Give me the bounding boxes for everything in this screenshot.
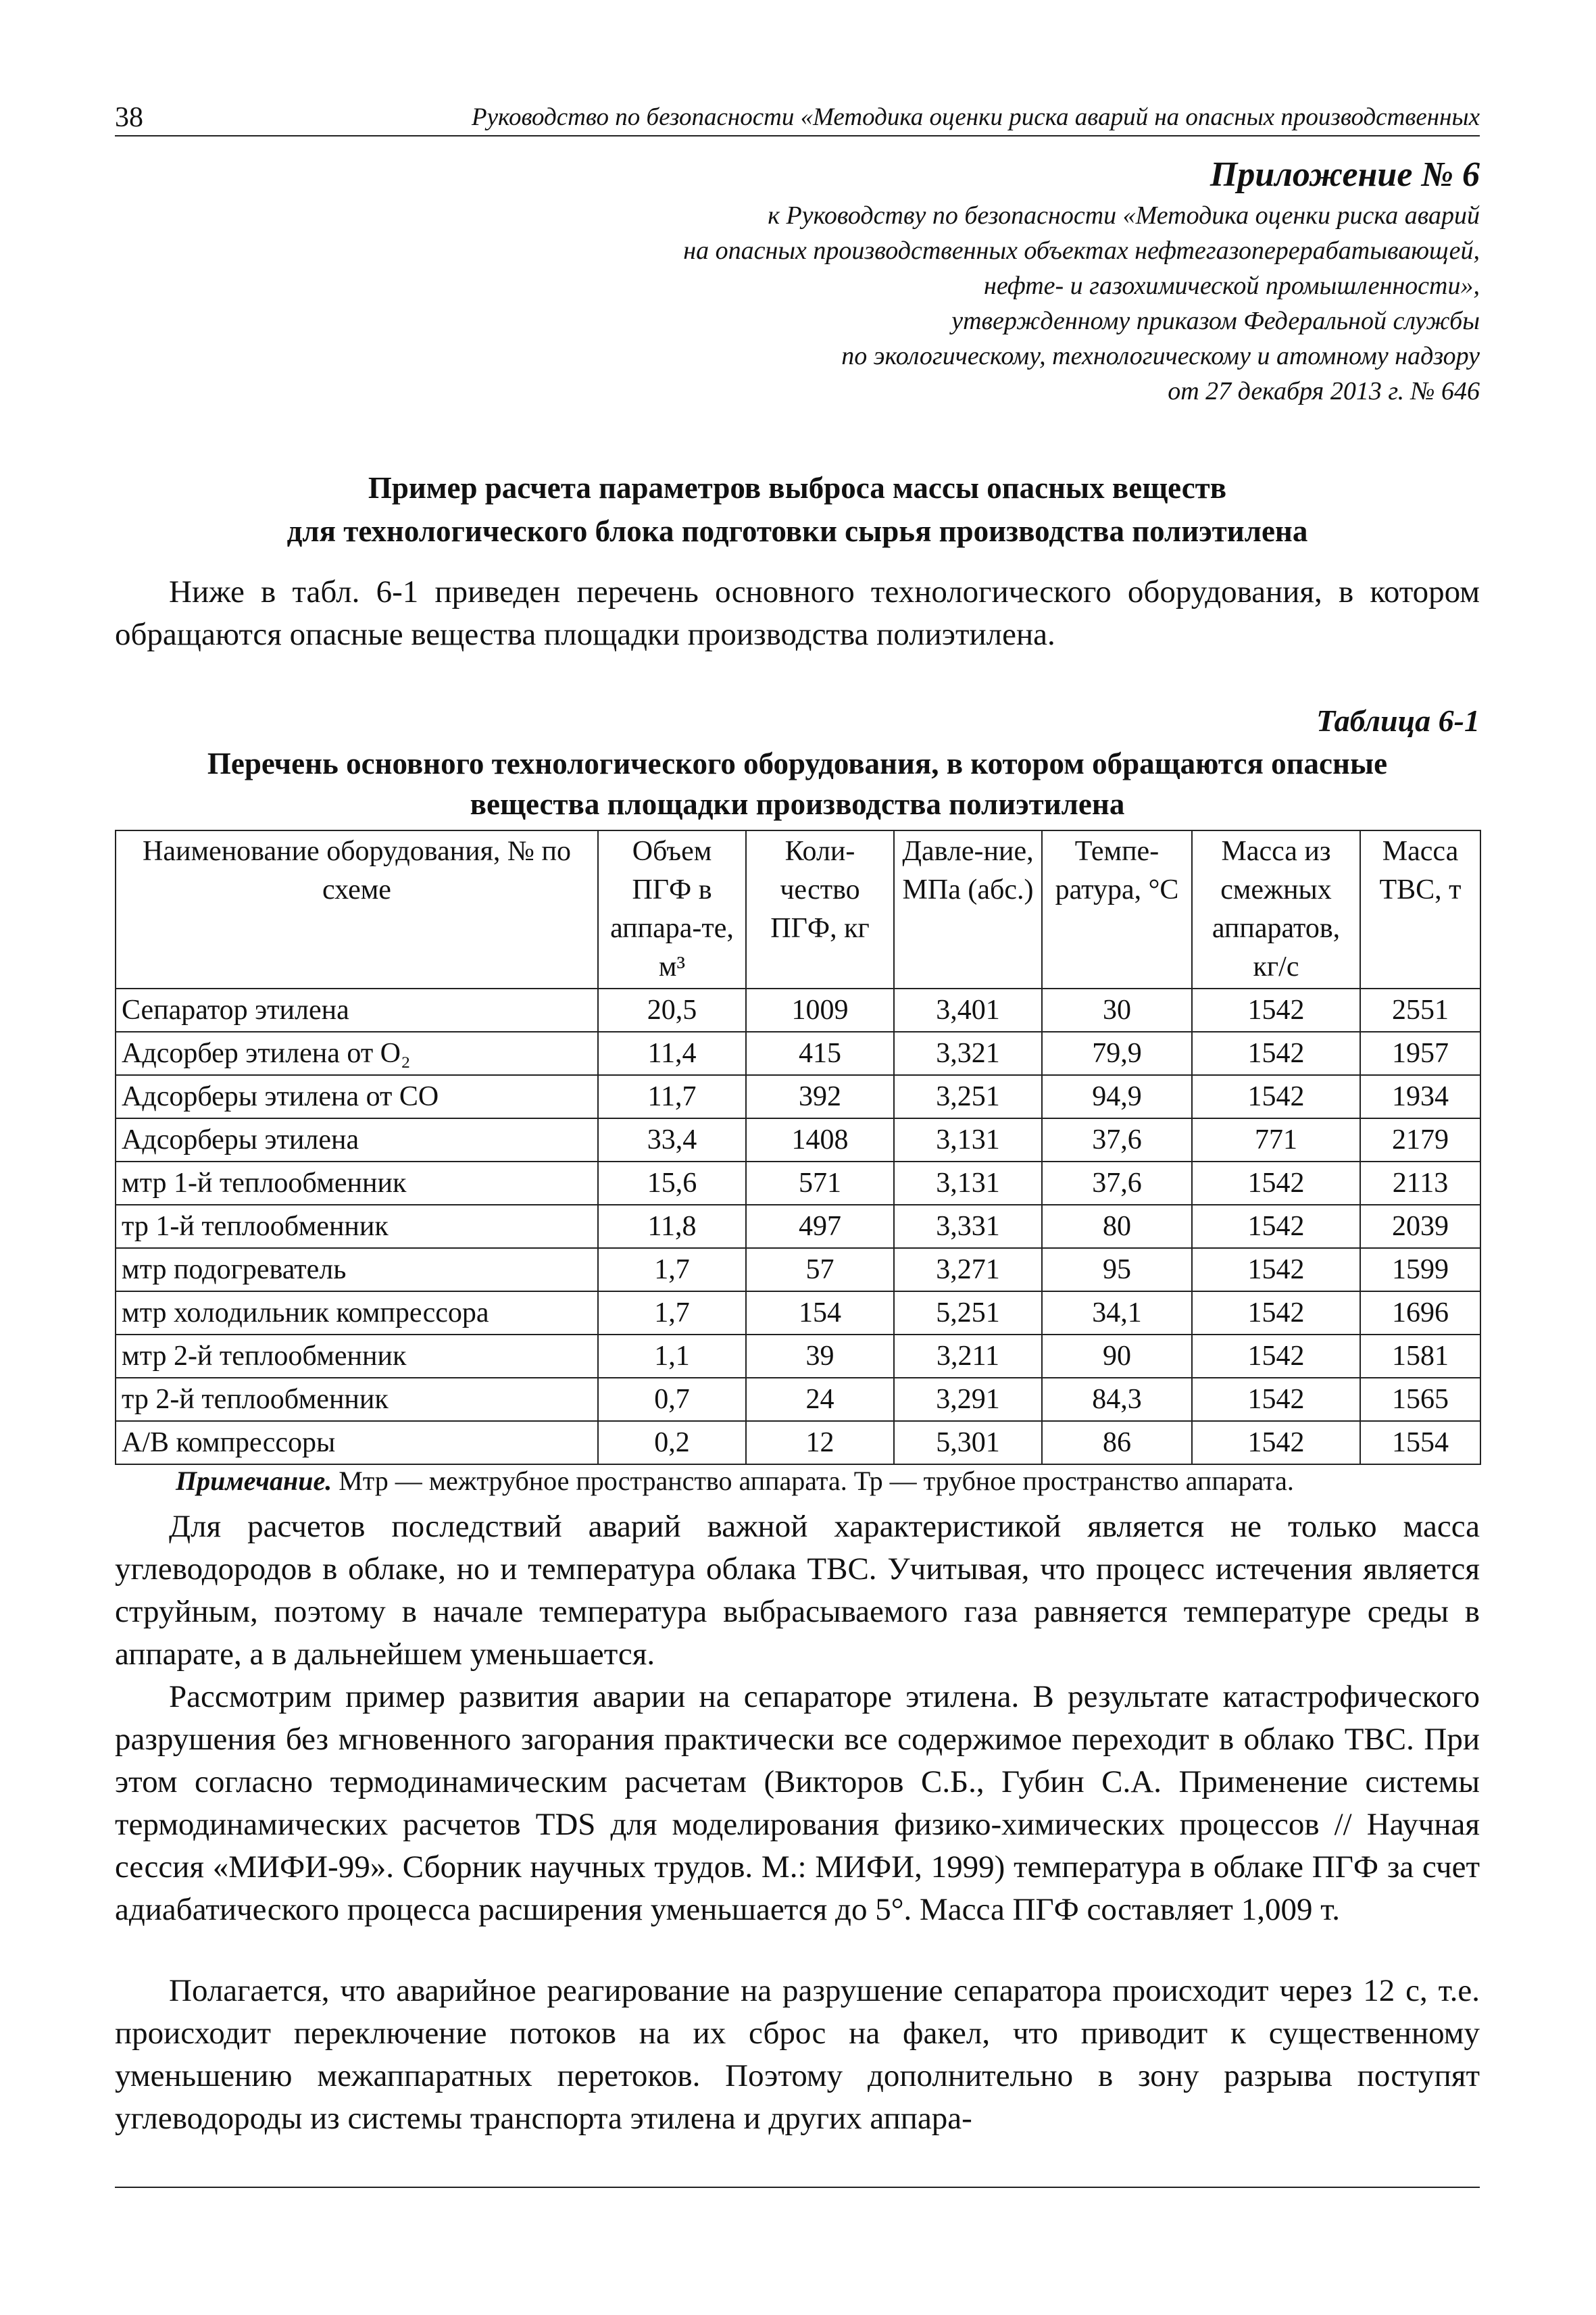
equipment-name-cell: тр 1-й теплообменник xyxy=(116,1205,598,1248)
table-cell: 1542 xyxy=(1192,1291,1360,1335)
equipment-name-cell: мтр подогреватель xyxy=(116,1248,598,1291)
table-cell: 1542 xyxy=(1192,1248,1360,1291)
table-cell: 0,2 xyxy=(598,1421,746,1464)
table-cell: 12 xyxy=(746,1421,894,1464)
table-cell: 1542 xyxy=(1192,1162,1360,1205)
appendix-line: от 27 декабря 2013 г. № 646 xyxy=(1168,377,1480,405)
table-cell: 1554 xyxy=(1360,1421,1480,1464)
table-cell: 771 xyxy=(1192,1118,1360,1162)
column-header: Объем ПГФ в аппара-те, м³ xyxy=(598,830,746,989)
table-cell: 90 xyxy=(1042,1335,1192,1378)
appendix-title: Приложение № 6 xyxy=(1210,155,1480,194)
table-cell: 154 xyxy=(746,1291,894,1335)
note-label: Примечание. xyxy=(176,1466,332,1496)
table-row xyxy=(116,1248,1480,1291)
table-cell: 1542 xyxy=(1192,1421,1360,1464)
table-cell: 11,7 xyxy=(598,1075,746,1118)
table-row xyxy=(116,1421,1480,1464)
table-cell: 1957 xyxy=(1360,1032,1480,1075)
equipment-name-cell: тр 2-й теплообменник xyxy=(116,1378,598,1421)
appendix-line: утвержденному приказом Федеральной службы xyxy=(951,307,1480,335)
table-row xyxy=(116,1205,1480,1248)
page-number: 38 xyxy=(115,102,143,133)
table-cell: 37,6 xyxy=(1042,1162,1192,1205)
table-cell: 95 xyxy=(1042,1248,1192,1291)
table-row xyxy=(116,1118,1480,1162)
running-head: Руководство по безопасности «Методика оценки риска аварий на опасных производственных xyxy=(472,103,1480,131)
appendix-line: по экологическому, технологическому и атомному надзору xyxy=(841,342,1480,370)
note-text: Мтр — межтрубное пространство аппарата. Тр — трубное пространство аппарата. xyxy=(332,1466,1294,1496)
table-cell: 1408 xyxy=(746,1118,894,1162)
table-cell: 1542 xyxy=(1192,989,1360,1032)
table-row xyxy=(116,1075,1480,1118)
table-cell: 2551 xyxy=(1360,989,1480,1032)
table-cell: 37,6 xyxy=(1042,1118,1192,1162)
intro-paragraph: Ниже в табл. 6-1 приведен перечень основного технологического оборудования, в котором обращаются опасные вещества площадки производства полиэтилена. xyxy=(115,574,1480,652)
table-cell: 1542 xyxy=(1192,1205,1360,1248)
equipment-name-cell: Адсорбер этилена от O₂ xyxy=(116,1032,598,1075)
table-cell: 1542 xyxy=(1192,1032,1360,1075)
table-cell: 15,6 xyxy=(598,1162,746,1205)
section-title xyxy=(115,466,1480,553)
table-cell: 3,271 xyxy=(894,1248,1042,1291)
table-label: Таблица 6-1 xyxy=(1316,703,1480,738)
column-header: Давле-ние, МПа (абс.) xyxy=(894,830,1042,989)
table-row xyxy=(116,1378,1480,1421)
table-cell: 0,7 xyxy=(598,1378,746,1421)
body-paragraph: Рассмотрим пример развития аварии на сепараторе этилена. В результате катастрофического разрушения без мгновенного загорания практически все содержимое переходит в облако ТВС. При этом согласно термодинамическим расчетам (Викторов С.Б., Губин С.А. Применение системы термодинамических расчетов TDS для моделирования физико-химических процессов // Научная сессия «МИФИ-99». Сборник научных трудов. М.: МИФИ, 1999) температура в облаке ПГФ за счет адиабатического процесса расширения уменьшается до 5°. Масса ПГФ составляет 1,009 т. xyxy=(115,1679,1480,1927)
table-cell: 1542 xyxy=(1192,1378,1360,1421)
table-cell: 34,1 xyxy=(1042,1291,1192,1335)
equipment-name-cell: Адсорберы этилена xyxy=(116,1118,598,1162)
table-cell: 24 xyxy=(746,1378,894,1421)
equipment-name-cell: мтр 2-й теплообменник xyxy=(116,1335,598,1378)
table-cell: 2113 xyxy=(1360,1162,1480,1205)
table-row xyxy=(116,1291,1480,1335)
table-cell: 1,7 xyxy=(598,1291,746,1335)
table-cell: 1934 xyxy=(1360,1075,1480,1118)
appendix-line: к Руководству по безопасности «Методика оценки риска аварий xyxy=(768,201,1480,230)
section-title-line: для технологического блока подготовки сырья производства полиэтилена xyxy=(286,514,1308,548)
page-header xyxy=(115,101,1480,143)
table-cell: 1,1 xyxy=(598,1335,746,1378)
table-cell: 1581 xyxy=(1360,1335,1480,1378)
section-title-line: Пример расчета параметров выброса массы опасных веществ xyxy=(368,471,1227,505)
table-cell: 2179 xyxy=(1360,1118,1480,1162)
table-cell: 1696 xyxy=(1360,1291,1480,1335)
column-header: Коли-чество ПГФ, кг xyxy=(746,830,894,989)
column-header: Темпе-ратура, °С xyxy=(1042,830,1192,989)
table-cell: 3,401 xyxy=(894,989,1042,1032)
column-header: Наименование оборудования, № по схеме xyxy=(116,830,598,989)
table-cell: 39 xyxy=(746,1335,894,1378)
table-cell: 57 xyxy=(746,1248,894,1291)
equipment-name-cell: Адсорберы этилена от CO xyxy=(116,1075,598,1118)
table-caption xyxy=(115,743,1480,824)
table-cell: 79,9 xyxy=(1042,1032,1192,1075)
table-caption-line: вещества площадки производства полиэтилена xyxy=(470,787,1125,821)
table-cell: 11,8 xyxy=(598,1205,746,1248)
table-cell: 3,211 xyxy=(894,1335,1042,1378)
table-cell: 1009 xyxy=(746,989,894,1032)
table-cell: 5,301 xyxy=(894,1421,1042,1464)
table-cell: 3,131 xyxy=(894,1118,1042,1162)
table-cell: 1,7 xyxy=(598,1248,746,1291)
table-cell: 392 xyxy=(746,1075,894,1118)
table-caption-line: Перечень основного технологического оборудования, в котором обращаются опасные xyxy=(207,747,1388,780)
table-cell: 1599 xyxy=(1360,1248,1480,1291)
table-cell: 1542 xyxy=(1192,1075,1360,1118)
table-row xyxy=(116,1335,1480,1378)
table-cell: 86 xyxy=(1042,1421,1192,1464)
table-cell: 3,321 xyxy=(894,1032,1042,1075)
table-cell: 84,3 xyxy=(1042,1378,1192,1421)
table-row xyxy=(116,1032,1480,1075)
equipment-table xyxy=(115,830,1481,1465)
footer-rule xyxy=(115,2187,1480,2188)
equipment-name-cell: мтр 1-й теплообменник xyxy=(116,1162,598,1205)
table-cell: 80 xyxy=(1042,1205,1192,1248)
header-rule xyxy=(115,135,1480,136)
table-cell: 3,291 xyxy=(894,1378,1042,1421)
table-cell: 20,5 xyxy=(598,989,746,1032)
body-paragraph: Для расчетов последствий аварий важной характеристикой является не только масса углеводородов в облаке, но и температура облака ТВС. Учитывая, что процесс истечения является струйным, поэтому в начале температура выбрасываемого газа равняется температуре среды в аппарате, а в дальнейшем уменьшается. xyxy=(115,1509,1480,1672)
appendix-line: на опасных производственных объектах нефтегазоперерабатывающей, xyxy=(683,237,1480,265)
table-row xyxy=(116,1162,1480,1205)
equipment-name-cell: Сепаратор этилена xyxy=(116,989,598,1032)
table-cell: 33,4 xyxy=(598,1118,746,1162)
appendix-block xyxy=(683,152,1480,409)
equipment-name-cell: мтр холодильник компрессора xyxy=(116,1291,598,1335)
table-cell: 1542 xyxy=(1192,1335,1360,1378)
table-cell: 2039 xyxy=(1360,1205,1480,1248)
table-cell: 3,331 xyxy=(894,1205,1042,1248)
table-cell: 3,131 xyxy=(894,1162,1042,1205)
table-note xyxy=(176,1465,1294,1497)
table-body xyxy=(116,989,1480,1464)
table-cell: 415 xyxy=(746,1032,894,1075)
table-row xyxy=(116,989,1480,1032)
table-cell: 1565 xyxy=(1360,1378,1480,1421)
appendix-line: нефте- и газохимической промышленности», xyxy=(983,272,1480,300)
table-cell: 94,9 xyxy=(1042,1075,1192,1118)
table-header-row xyxy=(116,830,1480,989)
table-cell: 5,251 xyxy=(894,1291,1042,1335)
column-header: Масса ТВС, т xyxy=(1360,830,1480,989)
table-cell: 30 xyxy=(1042,989,1192,1032)
body-paragraph: Полагается, что аварийное реагирование на разрушение сепаратора происходит через 12 с, т.е. происходит переключение потоков на их сброс на факел, что приводит к существенному уменьшению межаппаратных перетоков. Поэтому дополнительно в зону разрыва поступят углеводороды из системы транспорта этилена и других аппара- xyxy=(115,1973,1480,2136)
column-header: Масса из смежных аппаратов, кг/с xyxy=(1192,830,1360,989)
table-cell: 571 xyxy=(746,1162,894,1205)
table-cell: 497 xyxy=(746,1205,894,1248)
table-cell: 11,4 xyxy=(598,1032,746,1075)
table-cell: 3,251 xyxy=(894,1075,1042,1118)
equipment-name-cell: А/В компрессоры xyxy=(116,1421,598,1464)
